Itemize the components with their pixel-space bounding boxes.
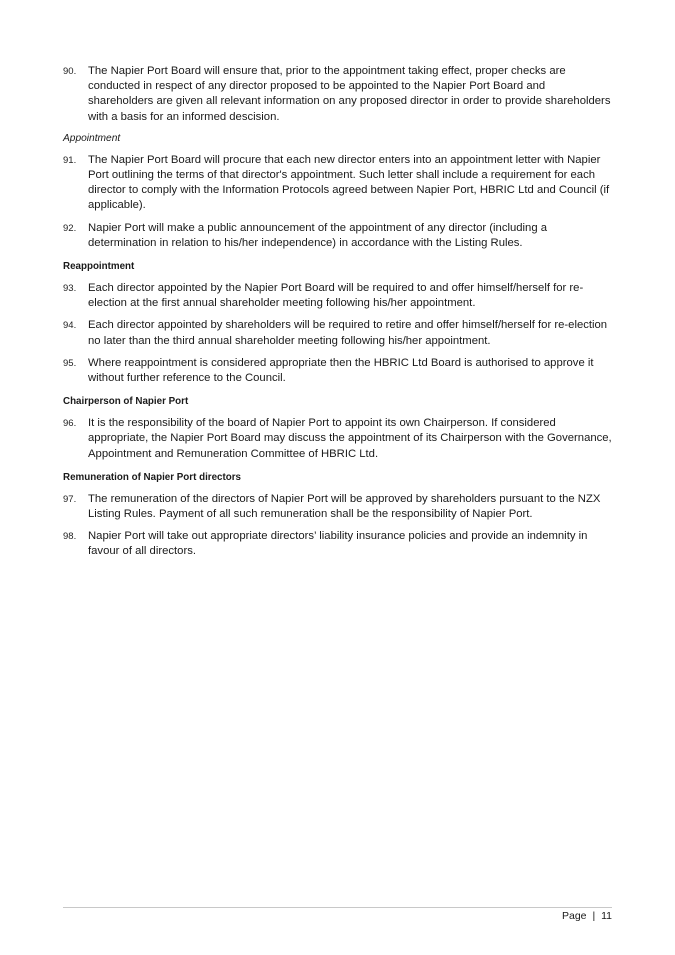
page-number: 11 [601, 910, 612, 922]
paragraph-text: Where reappointment is considered appropriate then the HBRIC Ltd Board is authorised to approve it without further reference to the Council. [88, 356, 594, 385]
paragraph-text: Each director appointed by shareholders will be required to retire and offer himself/herself for re-election no later than the third annual shareholder meeting following his/her appointment. [88, 319, 608, 347]
paragraph-96 [63, 416, 613, 462]
paragraph-number: 92. [63, 222, 77, 234]
paragraph-90 [63, 64, 613, 125]
paragraph-text: It is the responsibility of the board of Napier Port to appoint its own Chairperson. If considered appropriate, the Napier Port Board may discuss the appointment of its Chairperson with the Governance, Appointment and Remuneration Committee of HBRIC Ltd. [88, 417, 612, 460]
paragraph-number: 93. [63, 283, 77, 295]
page-label: Page [561, 910, 587, 922]
paragraph-92 [63, 221, 613, 251]
paragraph-number: 91. [63, 154, 77, 166]
section-heading-appointment: Appointment [63, 132, 121, 144]
paragraph-number: 97. [63, 493, 77, 505]
paragraph-95 [63, 356, 613, 386]
paragraph-number: 94. [63, 320, 77, 332]
paragraph-98 [63, 529, 613, 559]
footer-separator: | [592, 910, 596, 922]
paragraph-text: Napier Port will take out appropriate directors’ liability insurance policies and provide an indemnity in favour of all directors. [88, 530, 588, 558]
section-heading-reappointment: Reappointment [63, 261, 135, 273]
paragraph-text: Napier Port will make a public announcement of the appointment of any director (including a determination in relation to his/her independence) in accordance with the Listing Rules. [88, 221, 548, 249]
paragraph-number: 96. [63, 418, 77, 430]
paragraph-number: 95. [63, 357, 77, 369]
paragraph-text: Each director appointed by the Napier Port Board will be required to and offer himself/herself for re-election at the first annual shareholder meeting following his/her appointment. [88, 282, 584, 310]
paragraph-97 [63, 492, 613, 522]
page-footer [562, 909, 612, 923]
footer-divider [63, 907, 612, 908]
paragraph-93 [63, 281, 613, 311]
paragraph-91 [63, 153, 613, 214]
paragraph-text: The remuneration of the directors of Napier Port will be approved by shareholders pursuant to the NZX Listing Rules. Payment of all such remuneration shall be the responsibility of Napier Port. [88, 492, 601, 521]
paragraph-text: The Napier Port Board will ensure that, prior to the appointment taking effect, proper checks are conducted in respect of any director proposed to be appointed to the Napier Port Board and shareholders are given all relevant information on any proposed director in order to provide shareholders with a basis for an informed descision. [88, 65, 611, 123]
paragraph-text: The Napier Port Board will procure that each new director enters into an appointment letter with Napier Port outlining the terms of that director's appointment. Such letter shall include a requirement for each director to comply with the Information Protocols agreed between Napier Port, HBRIC Ltd and Council (if applicable). [88, 153, 610, 212]
paragraph-number: 90. [63, 66, 77, 77]
paragraph-number: 98. [63, 531, 77, 543]
document-body [63, 64, 613, 567]
paragraph-94 [63, 318, 613, 348]
section-heading-remuneration: Remuneration of Napier Port directors [63, 471, 242, 483]
section-heading-chairperson: Chairperson of Napier Port [63, 396, 189, 408]
